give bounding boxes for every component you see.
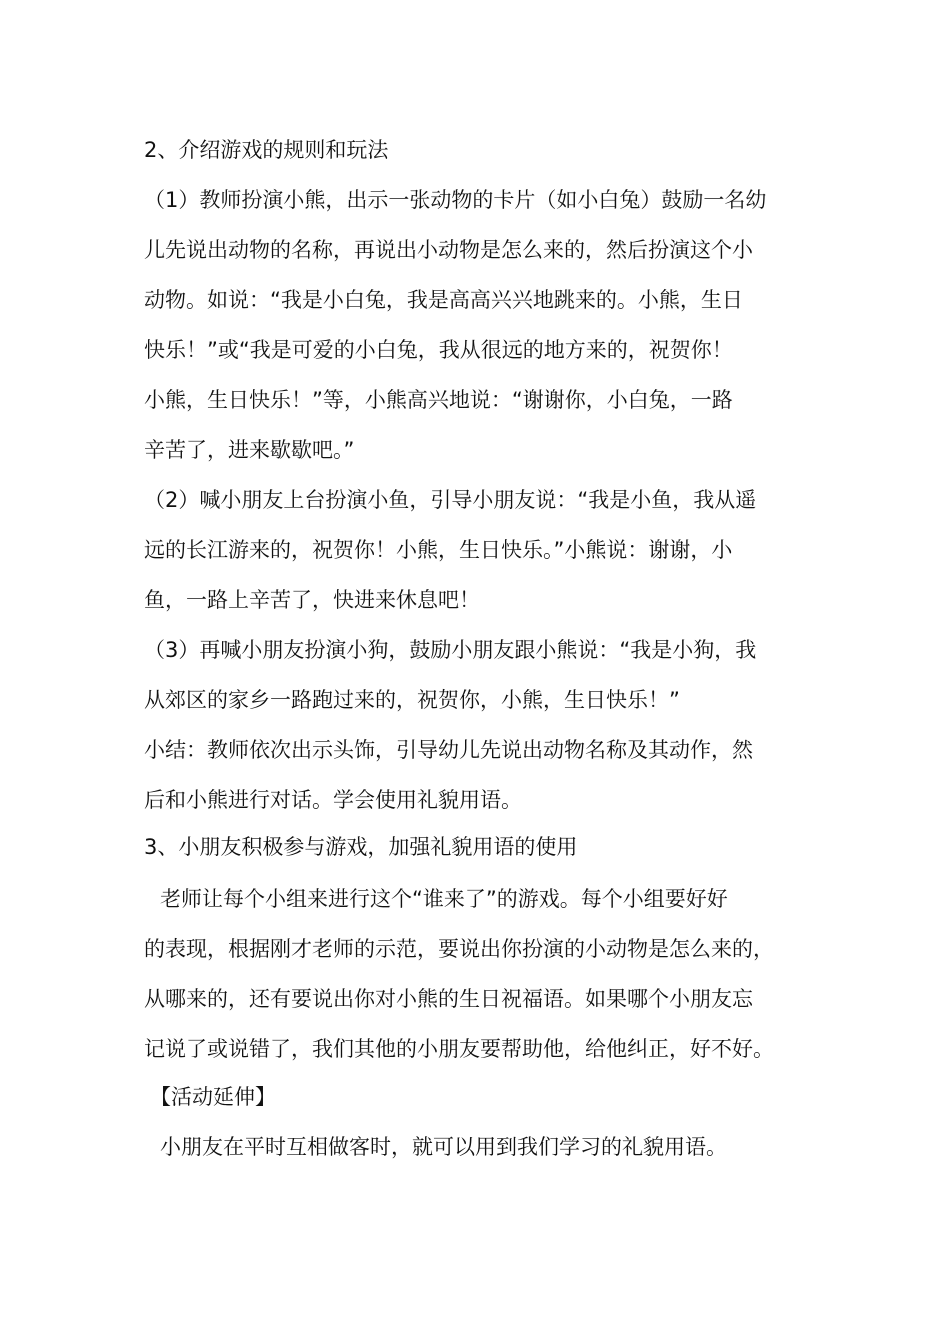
paragraph-line: 从郊区的家乡一路跑过来的，祝贺你，小熊，生日快乐！” (144, 688, 680, 712)
paragraph-line: 快乐！”或“我是可爱的小白兔，我从很远的地方来的，祝贺你！ (144, 338, 733, 362)
paragraph-line: 老师让每个小组来进行这个“谁来了”的游戏。每个小组要好好 (160, 887, 728, 911)
paragraph-line: 的表现，根据刚才老师的示范，要说出你扮演的小动物是怎么来的， (144, 937, 774, 961)
summary-line: 小结：教师依次出示头饰，引导幼儿先说出动物名称及其动作，然 (144, 738, 753, 762)
paragraph-line: 远的长江游来的，祝贺你！小熊，生日快乐。”小熊说：谢谢，小 (144, 538, 733, 562)
summary-line: 后和小熊进行对话。学会使用礼貌用语。 (144, 788, 522, 812)
section-heading-extension: 【活动延伸】 (150, 1085, 276, 1109)
paragraph-line: 鱼，一路上辛苦了，快进来休息吧！ (144, 588, 480, 612)
section-heading-2: 2、介绍游戏的规则和玩法 (144, 138, 389, 162)
paragraph-line: （3）再喊小朋友扮演小狗，鼓励小朋友跟小熊说：“我是小狗，我 (144, 638, 757, 662)
paragraph-line: 小朋友在平时互相做客时，就可以用到我们学习的礼貌用语。 (160, 1135, 727, 1159)
paragraph-line: 小熊，生日快乐！”等，小熊高兴地说：“谢谢你，小白兔，一路 (144, 388, 733, 412)
paragraph-line: （1）教师扮演小熊，出示一张动物的卡片（如小白兔）鼓励一名幼 (144, 188, 767, 212)
paragraph-line: 儿先说出动物的名称，再说出小动物是怎么来的，然后扮演这个小 (144, 238, 753, 262)
paragraph-line: 辛苦了，进来歇歇吧。” (144, 438, 355, 462)
paragraph-line: 从哪来的，还有要说出你对小熊的生日祝福语。如果哪个小朋友忘 (144, 987, 753, 1011)
section-heading-3: 3、小朋友积极参与游戏，加强礼貌用语的使用 (144, 835, 578, 859)
paragraph-line: 动物。如说：“我是小白兔，我是高高兴兴地跳来的。小熊，生日 (144, 288, 743, 312)
paragraph-line: 记说了或说错了，我们其他的小朋友要帮助他，给他纠正，好不好。 (144, 1037, 774, 1061)
paragraph-line: （2）喊小朋友上台扮演小鱼，引导小朋友说：“我是小鱼，我从遥 (144, 488, 757, 512)
